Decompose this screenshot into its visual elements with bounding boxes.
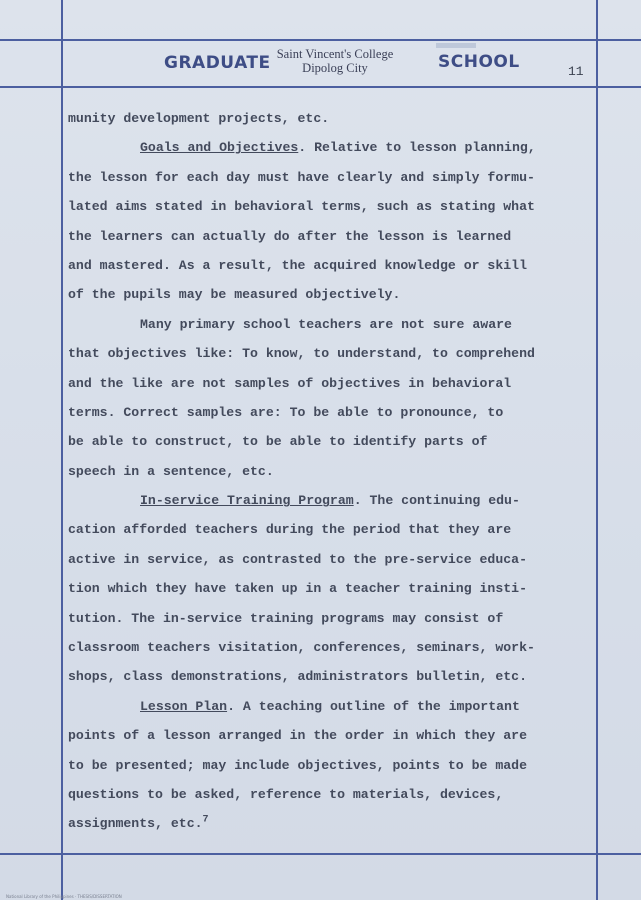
defined-term: In-service Training Program bbox=[140, 493, 354, 509]
text-line bbox=[68, 692, 598, 721]
source-caption: National Library of the Philippines · THESIS/DISSERTATION bbox=[6, 894, 122, 899]
college-name: Saint Vincent's College bbox=[276, 47, 394, 61]
line-text: the learners can actually do after the lesson is learned bbox=[68, 228, 512, 244]
line-text: . A teaching outline of the important bbox=[227, 698, 520, 714]
line-text: lated aims stated in behavioral terms, such as stating what bbox=[68, 199, 535, 215]
line-text: points of a lesson arranged in the order in which they are bbox=[68, 728, 527, 744]
text-line bbox=[68, 604, 598, 633]
college-location: Dipolog City bbox=[302, 61, 368, 75]
footnote-marker: 7 bbox=[202, 814, 209, 826]
text-line bbox=[68, 398, 598, 427]
line-text: terms. Correct samples are: To be able to pronounce, to bbox=[68, 404, 504, 420]
text-line bbox=[68, 339, 598, 368]
text-line bbox=[68, 809, 598, 838]
text-line bbox=[68, 457, 598, 486]
header-school: SCHOOL bbox=[438, 52, 520, 72]
line-text: tion which they have taken up in a teacher training insti- bbox=[68, 581, 527, 597]
line-text: of the pupils may be measured objectively. bbox=[68, 287, 401, 303]
text-line bbox=[68, 662, 598, 691]
college-heading bbox=[262, 47, 408, 75]
line-text: Many primary school teachers are not sure aware bbox=[140, 316, 512, 332]
ink-smudge bbox=[436, 43, 476, 48]
body-text bbox=[68, 104, 598, 839]
footer-strip bbox=[0, 888, 641, 900]
text-line bbox=[68, 163, 598, 192]
line-text: assignments, etc. bbox=[68, 816, 203, 832]
text-line bbox=[68, 251, 598, 280]
text-line bbox=[68, 780, 598, 809]
text-line bbox=[68, 369, 598, 398]
text-line bbox=[68, 574, 598, 603]
page-number: 11 bbox=[568, 64, 584, 79]
line-text: tution. The in-service training programs may consist of bbox=[68, 610, 504, 626]
text-line bbox=[68, 721, 598, 750]
line-text: active in service, as contrasted to the pre-service educa- bbox=[68, 551, 527, 567]
left-margin-rule bbox=[61, 0, 63, 900]
text-line bbox=[68, 427, 598, 456]
line-text: cation afforded teachers during the period that they are bbox=[68, 522, 512, 538]
line-text: . Relative to lesson planning, bbox=[298, 140, 536, 156]
line-text: speech in a sentence, etc. bbox=[68, 463, 274, 479]
defined-term: Lesson Plan bbox=[140, 698, 228, 714]
text-line bbox=[68, 133, 598, 162]
text-line bbox=[68, 310, 598, 339]
line-text: be able to construct, to be able to identify parts of bbox=[68, 434, 488, 450]
text-line bbox=[68, 280, 598, 309]
line-text: . The continuing edu- bbox=[353, 493, 520, 509]
line-text: to be presented; may include objectives, points to be made bbox=[68, 757, 527, 773]
line-text: and the like are not samples of objectives in behavioral bbox=[68, 375, 512, 391]
defined-term: Goals and Objectives bbox=[140, 140, 299, 156]
header-rule-top bbox=[0, 39, 641, 41]
line-text: the lesson for each day must have clearly and simply formu- bbox=[68, 169, 535, 185]
text-line bbox=[68, 545, 598, 574]
text-line bbox=[68, 633, 598, 662]
text-line bbox=[68, 486, 598, 515]
line-text: munity development projects, etc. bbox=[68, 111, 330, 126]
line-text: shops, class demonstrations, administrators bulletin, etc. bbox=[68, 669, 527, 685]
line-text: and mastered. As a result, the acquired knowledge or skill bbox=[68, 257, 527, 273]
line-text: classroom teachers visitation, conferences, seminars, work- bbox=[68, 640, 535, 656]
header-rule-bottom bbox=[0, 86, 641, 88]
header-graduate: GRADUATE bbox=[164, 53, 271, 73]
text-line bbox=[68, 104, 598, 133]
line-text: questions to be asked, reference to materials, devices, bbox=[68, 786, 504, 802]
footer-rule bbox=[0, 853, 641, 855]
text-line bbox=[68, 222, 598, 251]
line-text: that objectives like: To know, to understand, to comprehend bbox=[68, 346, 535, 362]
text-line bbox=[68, 751, 598, 780]
text-line bbox=[68, 192, 598, 221]
text-line bbox=[68, 515, 598, 544]
